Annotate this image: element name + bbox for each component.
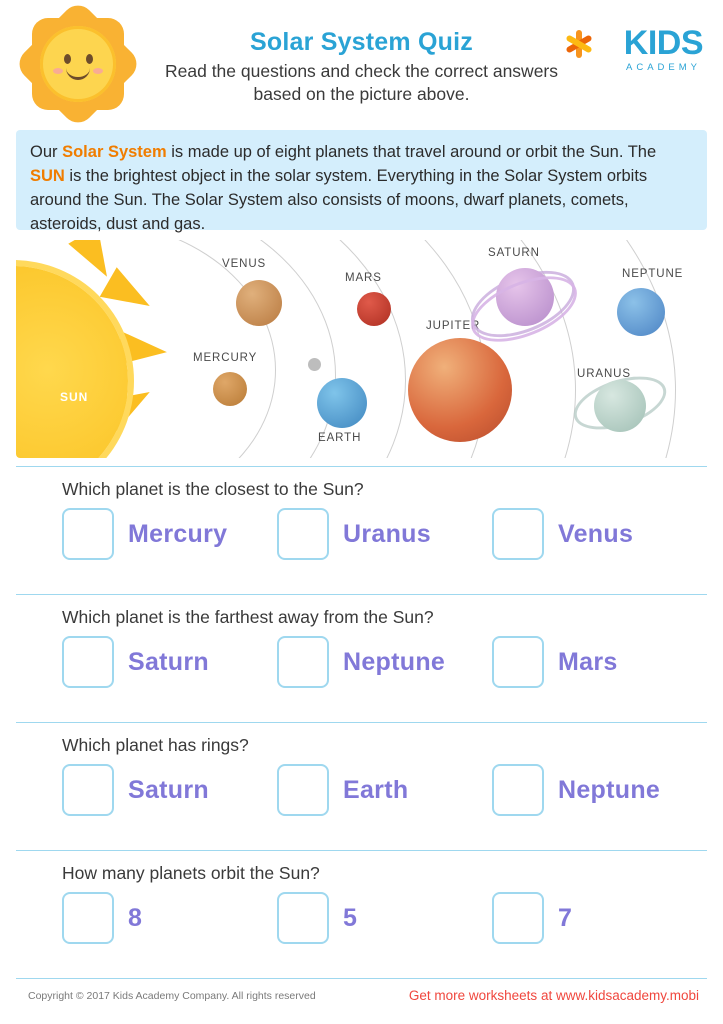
- intro-part-2: is made up of eight planets that travel around or orbit the Sun. The: [166, 143, 657, 161]
- star-burst-icon: [565, 30, 593, 58]
- option-item[interactable]: [492, 892, 707, 944]
- option-label: 8: [128, 903, 143, 932]
- footer-divider: [16, 978, 707, 979]
- question-text: Which planet has rings?: [62, 735, 249, 755]
- option-label: Earth: [343, 775, 409, 804]
- planet-label-mars: MARS: [345, 272, 382, 284]
- answer-checkbox[interactable]: [277, 892, 329, 944]
- option-item[interactable]: [492, 764, 707, 816]
- copyright-text: Copyright © 2017 Kids Academy Company. All rights reserved: [28, 990, 316, 1002]
- option-label: Neptune: [558, 775, 661, 804]
- option-item[interactable]: [277, 764, 492, 816]
- page-header: [0, 0, 723, 122]
- option-item[interactable]: [62, 636, 277, 688]
- intro-paragraph: [16, 130, 707, 233]
- earth-moon: [308, 358, 321, 371]
- option-label: Uranus: [343, 519, 431, 548]
- option-label: Mercury: [128, 519, 228, 548]
- answer-checkbox[interactable]: [492, 892, 544, 944]
- page-title: Solar System Quiz: [250, 28, 473, 56]
- option-label: 7: [558, 903, 573, 932]
- sun-label: SUN: [60, 390, 89, 404]
- option-label: Neptune: [343, 647, 446, 676]
- option-item[interactable]: [492, 508, 707, 560]
- option-label: 5: [343, 903, 358, 932]
- page-subtitle: Read the questions and check the correct answers based on the picture above.: [165, 61, 558, 105]
- answer-checkbox[interactable]: [492, 764, 544, 816]
- planet-label-earth: EARTH: [318, 432, 362, 444]
- solar-system-illustration: [16, 240, 707, 458]
- question-block: [16, 466, 707, 574]
- planet-mercury: [213, 372, 247, 406]
- brand-logo: [565, 22, 705, 84]
- planet-label-saturn: SATURN: [488, 247, 540, 259]
- answer-checkbox[interactable]: [492, 636, 544, 688]
- planet-neptune: [617, 288, 665, 336]
- option-item[interactable]: [277, 892, 492, 944]
- options-row: [16, 756, 707, 830]
- question-block: [16, 850, 707, 958]
- answer-checkbox[interactable]: [492, 508, 544, 560]
- intro-part-3: is the brightest object in the solar system. Everything in the Solar System orbits around the Sun. The Solar System also consists of moons, dwarf planets, comets, asteroids, dust and gas.: [30, 166, 648, 233]
- brand-name: KIDS: [623, 24, 703, 62]
- intro-part-1: Our: [30, 143, 63, 161]
- options-row: [16, 884, 707, 958]
- planet-label-neptune: NEPTUNE: [622, 268, 684, 280]
- options-row: [16, 628, 707, 702]
- question-block: [16, 722, 707, 830]
- option-item[interactable]: [492, 636, 707, 688]
- planet-uranus: [594, 380, 646, 432]
- options-row: [16, 500, 707, 574]
- answer-checkbox[interactable]: [62, 892, 114, 944]
- answer-checkbox[interactable]: [62, 764, 114, 816]
- planet-label-mercury: MERCURY: [193, 352, 258, 364]
- question-block: [16, 594, 707, 702]
- brand-sub: ACADEMY: [626, 62, 701, 73]
- answer-checkbox[interactable]: [62, 636, 114, 688]
- answer-checkbox[interactable]: [277, 764, 329, 816]
- option-item[interactable]: [62, 508, 277, 560]
- answer-checkbox[interactable]: [277, 508, 329, 560]
- answer-checkbox[interactable]: [277, 636, 329, 688]
- option-item[interactable]: [277, 636, 492, 688]
- planet-mars: [357, 292, 391, 326]
- planet-label-jupiter: JUPITER: [426, 320, 481, 332]
- option-label: Venus: [558, 519, 634, 548]
- planet-venus: [236, 280, 282, 326]
- planet-label-uranus: URANUS: [577, 368, 631, 380]
- promo-link[interactable]: Get more worksheets at www.kidsacademy.mobi: [408, 988, 699, 1003]
- option-label: Saturn: [128, 775, 209, 804]
- planet-jupiter: [408, 338, 512, 442]
- option-item[interactable]: [62, 764, 277, 816]
- option-label: Mars: [558, 647, 618, 676]
- option-item[interactable]: [277, 508, 492, 560]
- option-label: Saturn: [128, 647, 209, 676]
- planet-earth: [317, 378, 367, 428]
- intro-highlight-solar-system: Solar System: [62, 143, 167, 161]
- question-text: Which planet is the closest to the Sun?: [62, 479, 364, 499]
- planet-label-venus: VENUS: [222, 258, 267, 270]
- answer-checkbox[interactable]: [62, 508, 114, 560]
- question-text: How many planets orbit the Sun?: [62, 863, 320, 883]
- intro-highlight-sun: SUN: [30, 166, 65, 185]
- question-text: Which planet is the farthest away from the Sun?: [62, 607, 434, 627]
- option-item[interactable]: [62, 892, 277, 944]
